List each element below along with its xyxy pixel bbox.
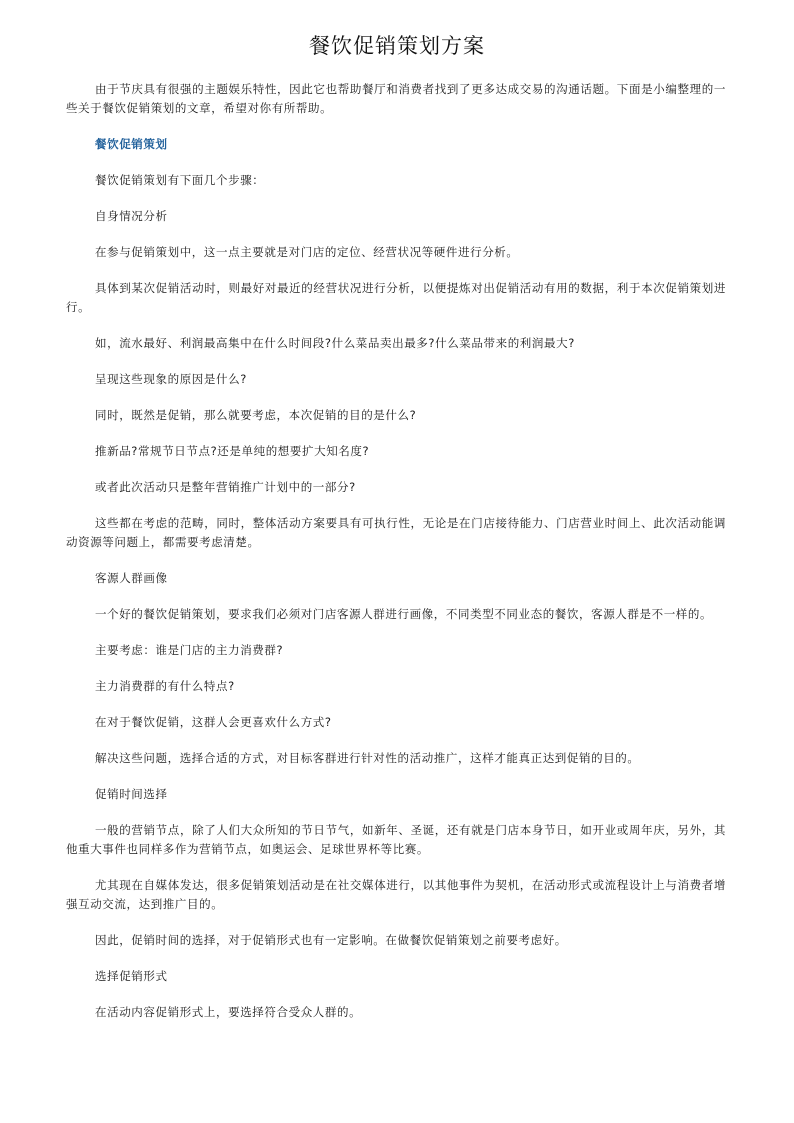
paragraph: 呈现这些现象的原因是什么? xyxy=(95,372,247,386)
step-heading: 客源人群画像 xyxy=(95,571,168,585)
step-heading: 自身情况分析 xyxy=(95,209,168,223)
section-heading: 餐饮促销策划 xyxy=(95,137,168,151)
paragraph: 同时，既然是促销，那么就要考虑，本次促销的目的是什么? xyxy=(95,408,417,422)
paragraph: 在活动内容促销形式上，要选择符合受众人群的。 xyxy=(95,1005,362,1019)
paragraph: 一个好的餐饮促销策划，要求我们必须对门店客源人群进行画像，不同类型不同业态的餐饮，客源人群是不一样的。 xyxy=(95,607,713,621)
step-heading: 促销时间选择 xyxy=(95,787,168,801)
paragraph: 推新品?常规节日节点?还是单纯的想要扩大知名度? xyxy=(95,444,370,458)
paragraph: 在参与促销策划中，这一点主要就是对门店的定位、经营状况等硬件进行分析。 xyxy=(95,245,519,259)
paragraph: 一般的营销节点，除了人们大众所知的节日节气，如新年、圣诞，还有就是门店本身节日，如开业或周年庆，另外，其他重大事件也同样多作为营销节点，如奥运会、足球世界杯等比赛。 xyxy=(66,823,726,856)
paragraph: 或者此次活动只是整年营销推广计划中的一部分? xyxy=(95,480,356,494)
paragraph: 这些都在考虑的范畴，同时，整体活动方案要具有可执行性，无论是在门店接待能力、门店营业时间上、此次活动能调动资源等问题上，都需要考虑清楚。 xyxy=(66,516,726,549)
paragraph: 尤其现在自媒体发达，很多促销策划活动是在社交媒体进行，以其他事件为契机，在活动形式或流程设计上与消费者增强互动交流，达到推广目的。 xyxy=(66,878,726,911)
step-heading: 选择促销形式 xyxy=(95,969,168,983)
paragraph: 因此，促销时间的选择，对于促销形式也有一定影响。在做餐饮促销策划之前要考虑好。 xyxy=(95,933,567,947)
paragraph: 主要考虑：谁是门店的主力消费群? xyxy=(95,643,284,657)
paragraph: 解决这些问题，选择合适的方式，对目标客群进行针对性的活动推广，这样才能真正达到促销的目的。 xyxy=(95,751,640,765)
page-title: 餐饮促销策划方案 xyxy=(309,34,485,58)
paragraph: 如，流水最好、利润最高集中在什么时间段?什么菜品卖出最多?什么菜品带来的利润最大? xyxy=(95,336,575,350)
paragraph: 由于节庆具有很强的主题娱乐特性，因此它也帮助餐厅和消费者找到了更多达成交易的沟通话题。下面是小编整理的一些关于餐饮促销策划的文章，希望对你有所帮助。 xyxy=(66,82,726,115)
paragraph: 具体到某次促销活动时，则最好对最近的经营状况进行分析，以便提炼对出促销活动有用的数据，利于本次促销策划进行。 xyxy=(66,281,726,314)
document-body xyxy=(66,80,726,1039)
paragraph: 餐饮促销策划有下面几个步骤： xyxy=(95,173,265,187)
paragraph: 主力消费群的有什么特点? xyxy=(95,679,235,693)
paragraph: 在对于餐饮促销，这群人会更喜欢什么方式? xyxy=(95,715,332,729)
